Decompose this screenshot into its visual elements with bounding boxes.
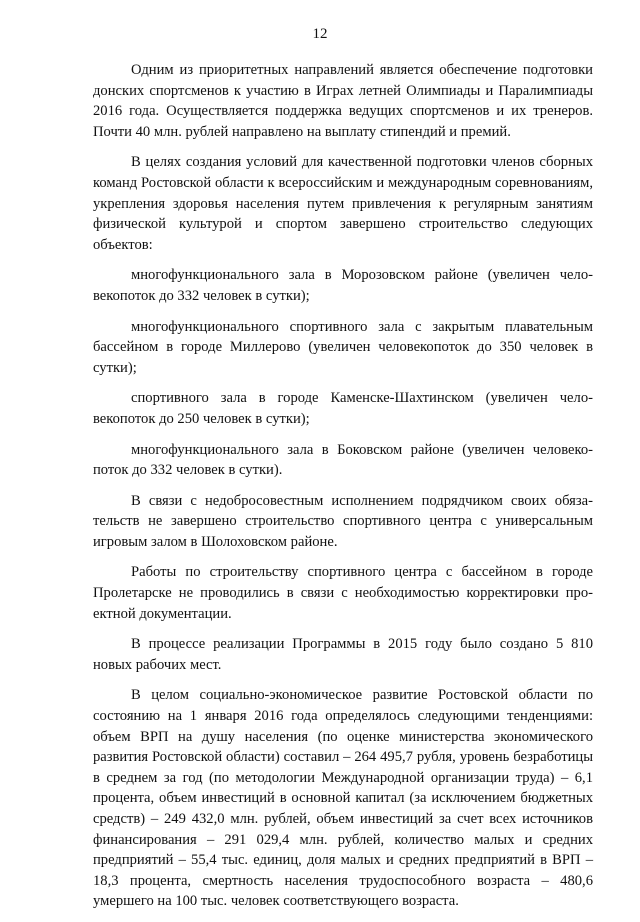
list-item-bokovsky-hall: многофункционального зала в Боковском районе (увеличен человекопоток до 332 человек в сутки). <box>93 441 593 479</box>
paragraph-sholokhovsky-center: В связи с недобросовестным исполнением подрядчиком своих обязательств не завершено строительство спортивного центра с универсальным игровым залом в Шолоховском районе. <box>93 492 593 550</box>
list-item-morozovsk-hall: многофункционального зала в Морозовском районе (увеличен человекопоток до 332 человек в сутки); <box>93 267 593 304</box>
paragraph-olympic-preparation: Одним из приоритетных направлений является обеспечение подготовки донских спортсменов к участию в Играх летней Олимпиады и Паралимпиады 2016 года. Осуществляется поддержка ведущих спортсменов и их тренеров. Почти 40 млн. рублей направлено на выплату стипендий и премий. <box>93 62 593 140</box>
list-item-kamensk-hall: спортивного зала в городе Каменске-Шахтинском (увеличен человекопоток до 250 человек в сутки); <box>93 390 593 427</box>
paragraph-economic-trends: В целом социально-экономическое развитие Ростовской области по состоянию на 1 января 2016 года определялось следующими тенденциями: объем ВРП на душу населения (по оценке министерства экономического развития Ростовской области) составил – 264 495,7 рубля, уровень безработицы в среднем за год (по методологии Международной организации труда) – 6,1 процента, объем инвестиций в основной капитал (за исключением бюджетных средств) – 249 432,0 млн. рублей, объем инвестиций за счет всех источников финансирования – 291 029,4 млн. рублей, количество малых и средних предприятий – 55,4 тыс. единиц, доля малых и средних предприятий в ВРП – 18,3 процента, смертность населения трудоспособного возраста – 480,6 умершего на 100 тыс. человек соответствующего возраста. <box>93 687 593 910</box>
paragraph-proletarsk-center: Работы по строительству спортивного центра с бассейном в городе Пролетарске не проводились в связи с необходимостью корректировки проектной документации. <box>93 564 593 622</box>
paragraph-construction-intro: В целях создания условий для качественной подготовки членов сборных команд Ростовской области к всероссийским и международным соревнованиям, укрепления здоровья населения путем привлечения к регулярным занятиям физической культурой и спортом завершено строительство следующих объектов: <box>93 154 593 253</box>
paragraph-new-jobs: В процессе реализации Программы в 2015 году было создано 5 810 новых рабочих мест. <box>93 636 593 673</box>
list-item-millerovo-pool: многофункционального спортивного зала с закрытым плавательным бассейном в городе Миллерово (увеличен человекопоток до 350 человек в сутки); <box>93 318 593 376</box>
page-number: 12 <box>312 26 328 42</box>
document-body <box>93 60 593 922</box>
